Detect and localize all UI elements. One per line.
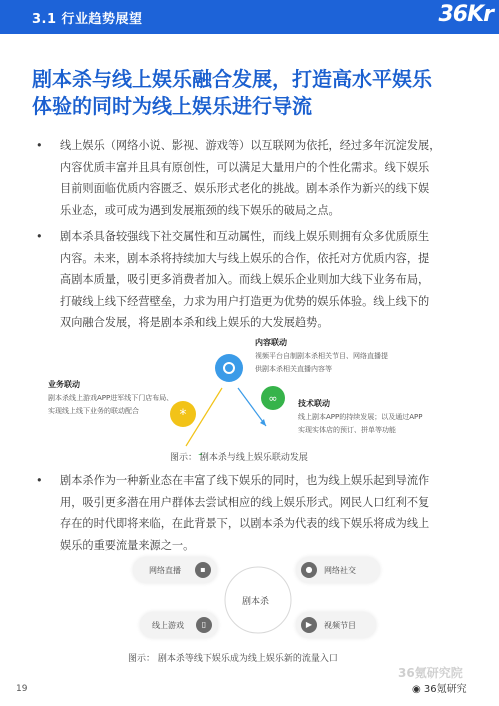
section-header-bar: [0, 0, 499, 34]
bullet-marker: •: [36, 474, 43, 487]
linkage-diagram-lower: [168, 386, 288, 436]
page-title-line-1: 剧本杀与线上娱乐融合发展，打造高水平娱乐: [32, 67, 432, 91]
content-linkage-title: 内容联动: [255, 338, 287, 347]
page-title: [32, 66, 472, 120]
pill-label: 视频节目: [324, 621, 356, 630]
bullet-2-line-3: 高剧本质量，吸引更多消费者加入。而线上娱乐企业则加大线下业务布局，: [60, 273, 430, 286]
content-linkage-icon: [215, 354, 243, 382]
svg-text:*: *: [179, 407, 187, 423]
bullet-2-line-5: 双向融合发展，将是剧本杀和线上娱乐的大发展趋势。: [60, 316, 329, 329]
bullet-1-line-4: 乐业态，或可成为遇到发展瓶颈的线下娱乐的破局之点。: [60, 203, 340, 217]
brand-logo: 36Kr: [438, 2, 493, 27]
pill-online-games: [140, 612, 218, 638]
wechat-account: [412, 680, 467, 695]
bullet-paragraph-3: [36, 470, 468, 556]
bullet-1-line-1: 线上娱乐（网络小说、影视、游戏等）以互联网为依托，经过多年沉淀发展，: [60, 139, 441, 152]
globe-icon: ●: [301, 562, 317, 578]
tech-linkage-desc: [298, 411, 422, 437]
pill-label: 网络直播: [149, 566, 181, 575]
tech-linkage-title: 技术联动: [298, 399, 330, 408]
bullet-paragraph-1: [36, 135, 468, 221]
section-title: 3.1 行业趋势展望: [32, 12, 143, 27]
diagram-1-caption: 图示： 剧本杀与线上娱乐联动发展: [170, 453, 308, 463]
bullet-3-line-4: 娱乐的重要流量来源之一。: [60, 538, 195, 552]
video-icon: ▶: [301, 617, 317, 633]
diagram-2-caption: 图示： 剧本杀等线下娱乐成为线上娱乐新的流量入口: [128, 654, 338, 664]
page-title-line-2: 体验的同时为线上娱乐进行导流: [32, 94, 312, 118]
bullet-2-line-1: 剧本杀具备较强线下社交属性和互动属性，而线上娱乐则拥有众多优质原生: [60, 230, 430, 243]
page-number: 19: [16, 684, 28, 694]
tech-linkage-desc-1: 线上剧本APP的持续发展；以及通过APP: [298, 413, 423, 421]
watermark: 36氪研究院: [398, 666, 463, 680]
wechat-icon: ◉: [412, 684, 424, 695]
pill-social-network: [296, 557, 380, 583]
bullet-1-line-3: 目前则面临优质内容匮乏、娱乐形式老化的挑战。剧本杀作为新兴的线下娱: [60, 182, 430, 195]
bullet-3-line-2: 用，吸引更多潜在用户群体去尝试相应的线上娱乐形式。网民人口红利不复: [60, 495, 430, 509]
bullet-2-line-4: 打破线上线下经营壁垒，力求为用户打造更为优势的娱乐体验。线上线下的: [60, 294, 430, 308]
content-linkage-desc-1: 视频平台自制剧本杀相关节目、网络直播提: [255, 352, 388, 360]
svg-text:∞: ∞: [268, 392, 278, 405]
center-label: 剧本杀: [242, 597, 270, 607]
bullet-marker: •: [36, 230, 43, 243]
business-linkage-desc-1: 剧本杀线上游戏APP进军线下门店布局、: [48, 394, 174, 402]
tech-linkage-desc-2: 实现实体店的预订、拼单等功能: [298, 426, 396, 434]
bullet-3-line-1: 剧本杀作为一种新业态在丰富了线下娱乐的同时，也为线上娱乐起到导流作: [60, 474, 430, 487]
pill-live-streaming: [133, 557, 217, 583]
bullet-paragraph-2: [36, 226, 468, 334]
bullet-2-line-2: 内容。未来，剧本杀将持续加大与线上娱乐的合作，依托对方优质内容，提: [60, 251, 430, 265]
bullet-1-line-2: 内容优质丰富并且具有原创性，可以满足大量用户的个性化需求。线下娱乐: [60, 160, 430, 174]
content-linkage-desc: [255, 350, 388, 376]
business-linkage-desc-2: 实现线上线下业务的联动配合: [48, 407, 139, 415]
business-linkage-title: 业务联动: [48, 380, 80, 389]
bullet-3-line-3: 存在的时代即将来临，在此背景下，以剧本杀为代表的线下娱乐将成为线上: [60, 517, 430, 530]
bullet-marker: •: [36, 139, 43, 152]
pill-label: 线上游戏: [152, 621, 184, 630]
pill-label: 网络社交: [324, 566, 356, 575]
business-linkage-desc: [48, 392, 173, 418]
content-linkage-desc-2: 供剧本杀相关直播内容等: [255, 365, 332, 373]
wechat-label: 36氪研究: [423, 684, 467, 695]
phone-icon: ▯: [196, 617, 212, 633]
pill-video-shows: [296, 612, 376, 638]
chat-icon: ▪: [195, 562, 211, 578]
